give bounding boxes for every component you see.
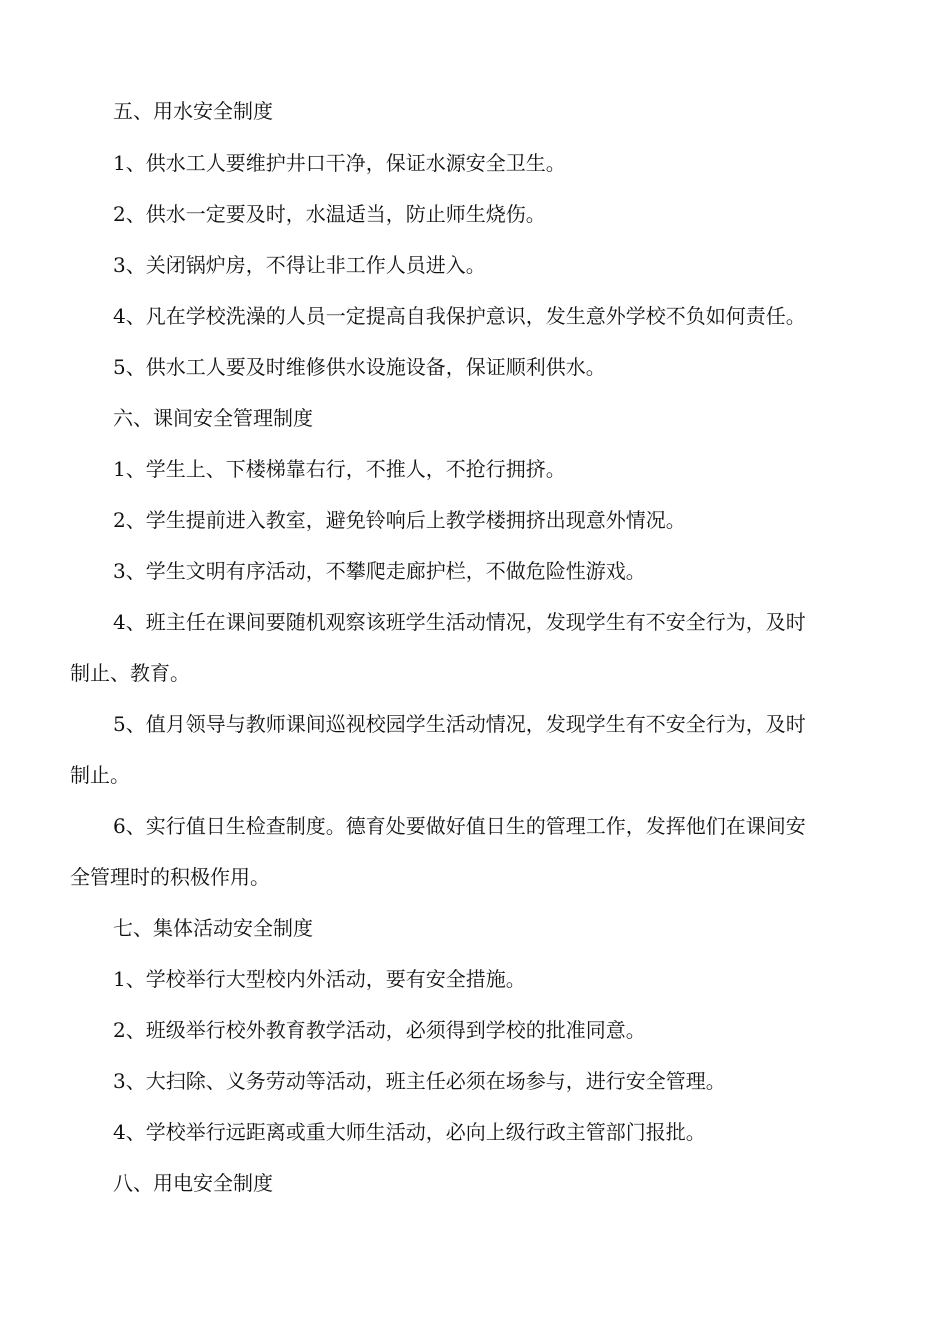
paragraph-line: 6、实行值日生检查制度。德育处要做好值日生的管理工作，发挥他们在课间安 bbox=[113, 814, 806, 838]
paragraph-continuation: 制止、教育。 bbox=[70, 661, 190, 685]
paragraph-line: 2、班级举行校外教育教学活动，必须得到学校的批准同意。 bbox=[113, 1018, 646, 1042]
paragraph-line: 4、班主任在课间要随机观察该班学生活动情况，发现学生有不安全行为，及时 bbox=[113, 610, 806, 634]
paragraph-line: 4、凡在学校洗澡的人员一定提高自我保护意识，发生意外学校不负如何责任。 bbox=[113, 304, 806, 328]
paragraph-line: 2、供水一定要及时，水温适当，防止师生烧伤。 bbox=[113, 202, 546, 226]
paragraph-line: 1、供水工人要维护井口干净，保证水源安全卫生。 bbox=[113, 151, 566, 175]
section-heading: 七、集体活动安全制度 bbox=[113, 916, 313, 940]
paragraph-line: 3、关闭锅炉房，不得让非工作人员进入。 bbox=[113, 253, 486, 277]
paragraph-line: 5、值月领导与教师课间巡视校园学生活动情况，发现学生有不安全行为，及时 bbox=[113, 712, 806, 736]
paragraph-line: 1、学校举行大型校内外活动，要有安全措施。 bbox=[113, 967, 526, 991]
paragraph-line: 3、大扫除、义务劳动等活动，班主任必须在场参与，进行安全管理。 bbox=[113, 1069, 726, 1093]
section-heading: 八、用电安全制度 bbox=[113, 1171, 273, 1195]
paragraph-continuation: 全管理时的积极作用。 bbox=[70, 865, 270, 889]
section-heading: 六、课间安全管理制度 bbox=[113, 406, 313, 430]
paragraph-line: 3、学生文明有序活动，不攀爬走廊护栏，不做危险性游戏。 bbox=[113, 559, 646, 583]
paragraph-line: 2、学生提前进入教室，避免铃响后上教学楼拥挤出现意外情况。 bbox=[113, 508, 686, 532]
paragraph-continuation: 制止。 bbox=[70, 763, 130, 787]
section-heading: 五、用水安全制度 bbox=[113, 99, 273, 123]
paragraph-line: 1、学生上、下楼梯靠右行，不推人，不抢行拥挤。 bbox=[113, 457, 566, 481]
paragraph-line: 5、供水工人要及时维修供水设施设备，保证顺利供水。 bbox=[113, 355, 606, 379]
paragraph-line: 4、学校举行远距离或重大师生活动，必向上级行政主管部门报批。 bbox=[113, 1120, 706, 1144]
